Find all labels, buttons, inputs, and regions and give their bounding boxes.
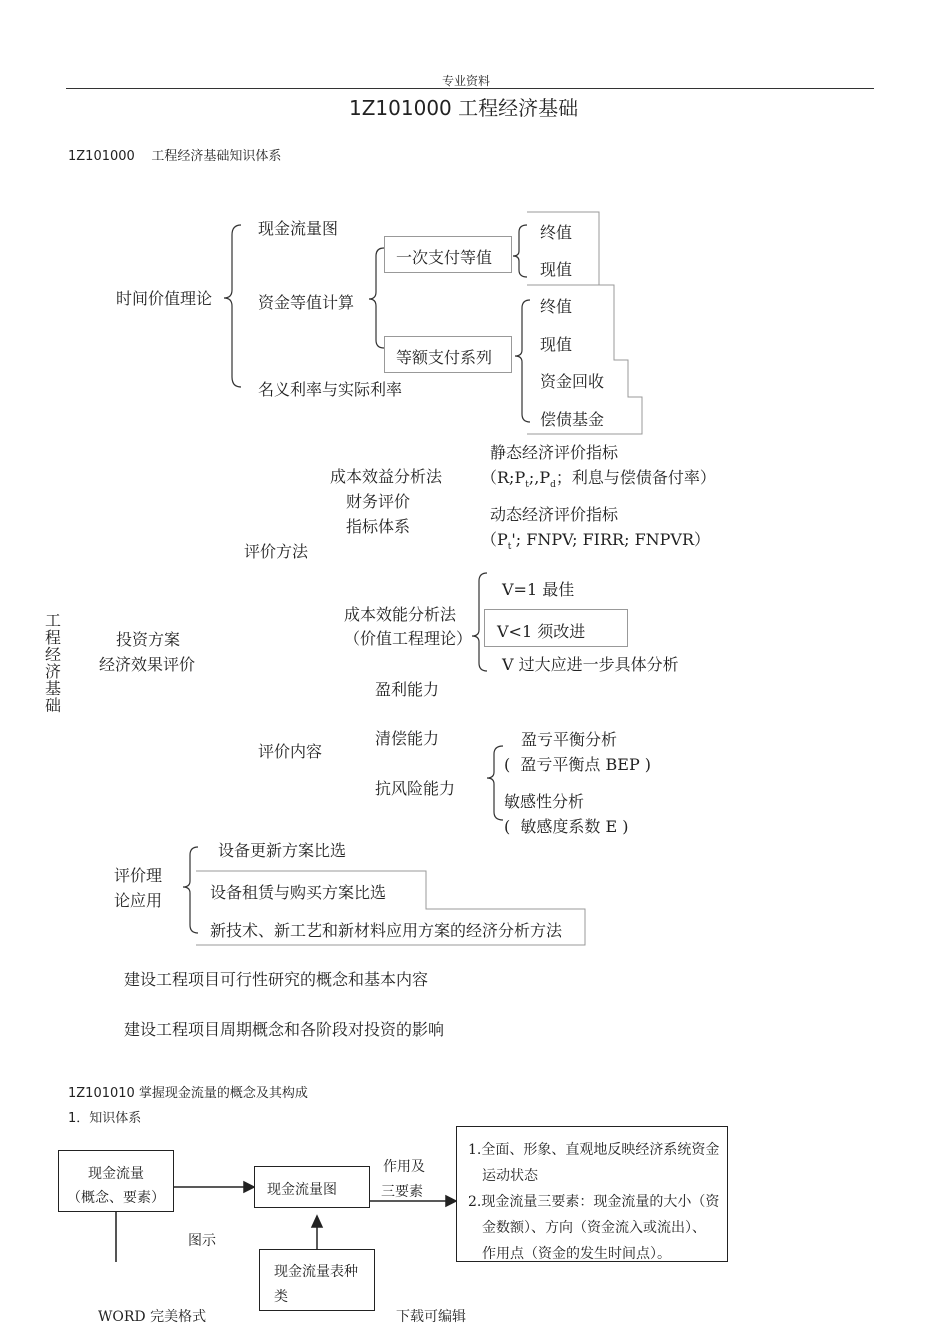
annuity-box: 等额支付系列 — [384, 336, 512, 373]
single-payment-brace — [513, 225, 527, 277]
static-detail: （$R;P_t;,P_d$；利息与偿债备付率） — [481, 468, 716, 491]
subsection-title: 1Z101010 掌握现金流量的概念及其构成 — [68, 1086, 308, 1101]
lease-vs-buy: 设备租赁与购买方案比选 — [210, 883, 387, 902]
investment-line2: 经济效果评价 — [99, 655, 196, 674]
cea-line1: 成本效能分析法 — [344, 605, 457, 624]
function-label-line2: 三要素 — [381, 1184, 423, 1200]
knowledge-system-title: 1．知识体系 — [68, 1111, 142, 1126]
equipment-renewal: 设备更新方案比选 — [218, 841, 347, 860]
v-equal-one: V=1 最佳 — [502, 580, 575, 599]
static-title: 静态经济评价指标 — [490, 443, 619, 462]
diagram-label: 图示 — [188, 1233, 216, 1249]
new-tech-analysis: 新技术、新工艺和新材料应用方案的经济分析方法 — [210, 921, 563, 940]
dynamic-detail: （$P_t'$; FNPV; FIRR; FNPVR） — [481, 530, 711, 553]
annuity-present-value: 现值 — [540, 335, 573, 354]
annuity-future-value: 终值 — [540, 297, 573, 316]
nominal-rate-node: 名义利率与实际利率 — [258, 380, 403, 399]
cba-line1: 成本效益分析法 — [330, 467, 443, 486]
cba-line2: 财务评价 — [346, 492, 411, 511]
page-title: 1Z101000 工程经济基础 — [349, 96, 579, 120]
v-too-large: V 过大应进一步具体分析 — [502, 655, 679, 674]
footer-left: WORD 完美格式 — [98, 1309, 207, 1325]
breakeven-point: ( 盈亏平衡点 BEP ) — [504, 755, 652, 774]
evaluation-contents: 评价内容 — [258, 742, 323, 761]
project-lifecycle: 建设工程项目周期概念和各阶段对投资的影响 — [124, 1020, 445, 1039]
cba-line3: 指标体系 — [346, 517, 411, 536]
investment-line1: 投资方案 — [116, 630, 181, 649]
annuity-capital-recovery: 资金回收 — [540, 372, 605, 391]
breakeven-analysis: 盈亏平衡分析 — [521, 730, 618, 749]
time-value-brace — [224, 225, 241, 387]
application-brace — [183, 847, 198, 933]
section-title: 1Z101000 工程经济基础知识体系 — [68, 149, 282, 164]
time-value-root: 时间价值理论 — [116, 289, 213, 308]
cash-flow-table-box: 现金流量表种 类 — [259, 1249, 375, 1311]
equivalence-calc-node: 资金等值计算 — [258, 293, 355, 312]
function-label-line1: 作用及 — [383, 1159, 425, 1175]
profit-ability: 盈利能力 — [375, 680, 440, 699]
footer-right: 下载可编辑 — [396, 1309, 466, 1325]
single-payment-box: 一次支付等值 — [384, 236, 512, 273]
evaluation-methods: 评价方法 — [244, 542, 309, 561]
solvency-ability: 清偿能力 — [375, 729, 440, 748]
single-future-value: 终值 — [540, 223, 573, 242]
cash-flow-note-box: 1.全面、形象、直观地反映经济系统资金 运动状态 2.现金流量三要素：现金流量的大小（资 金数额）、方向（资金流入或流出）、 作用点（资金的发生时间点）。 — [456, 1126, 728, 1262]
feasibility-study: 建设工程项目可行性研究的概念和基本内容 — [124, 970, 429, 989]
v-less-one-box: V<1 须改进 — [484, 609, 628, 647]
cash-flow-concept-box: 现金流量 （概念、要素） — [58, 1150, 174, 1212]
risk-ability: 抗风险能力 — [375, 779, 456, 798]
annuity-brace — [515, 300, 530, 422]
annuity-sinking-fund: 偿债基金 — [540, 410, 605, 429]
cea-line2: （价值工程理论） — [344, 629, 473, 648]
dynamic-title: 动态经济评价指标 — [490, 505, 619, 524]
application-root-line2: 论应用 — [114, 891, 163, 910]
sensitivity-analysis: 敏感性分析 — [504, 792, 585, 811]
vertical-root: 工程经济基础 — [44, 611, 61, 715]
equivalence-brace — [369, 248, 384, 348]
cash-flow-chart-node: 现金流量图 — [258, 219, 339, 238]
single-present-value: 现值 — [540, 260, 573, 279]
header-label: 专业资料 — [442, 74, 491, 88]
sensitivity-coefficient: ( 敏感度系数 E ) — [504, 817, 629, 836]
risk-brace — [487, 746, 503, 820]
application-root-line1: 评价理 — [114, 866, 163, 885]
cash-flow-chart-box: 现金流量图 — [254, 1166, 370, 1208]
